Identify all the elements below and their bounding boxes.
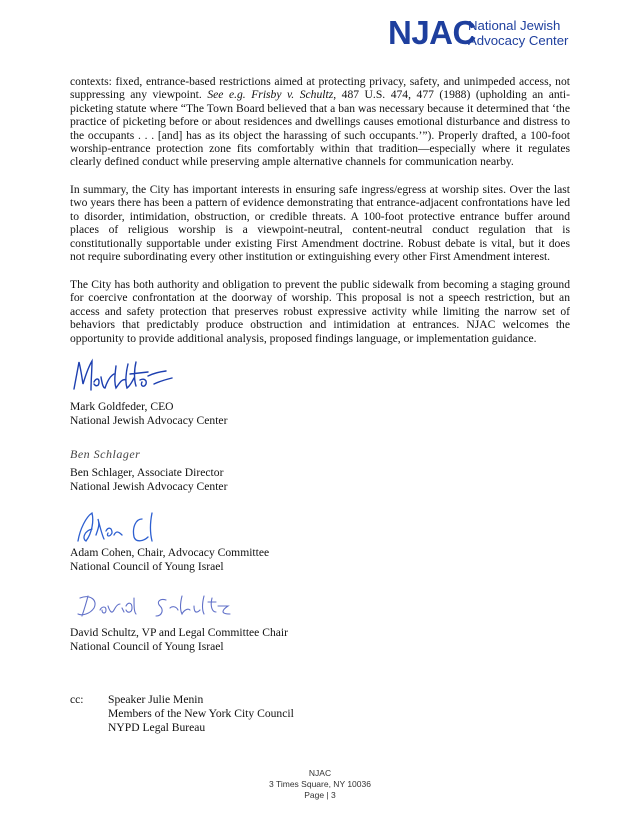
paragraph-summary: In summary, the City has important interests in ensuring safe ingress/egress at worship sites. Over the last two years there has been a pattern of evidence demonstrating that entrance-adjacent confrontations have led to disorder, intimidation, obstruction, or credible threats. A 100-foot protective entrance buffer around places of religious worship is a viewpoint-neutral, content-neutral conduct regulation that is constitutionally supportable under existing First Amendment doctrine. Robust debate is vital, but it does not require subordinating every other institution or extinguishing every other First Amendment interest.: [70, 183, 570, 264]
signature-adam-cohen: [70, 505, 170, 547]
signer-1-title: Mark Goldfeder, CEO: [70, 400, 174, 413]
signer-4-title: David Schultz, VP and Legal Committee Chair: [70, 626, 288, 639]
p1-text-a: contexts: fixed, entrance-based restrictions aimed at protecting privacy, safety, and unimpeded access, not suppressing any viewpoint.: [70, 75, 570, 102]
logo-wordmark: NJAC: [388, 14, 476, 51]
footer-org: NJAC: [308, 768, 332, 778]
signature-david-schultz: [70, 588, 240, 622]
signer-2-title: Ben Schlager, Associate Director: [70, 466, 224, 479]
cc-recipient: Speaker Julie Menin: [108, 693, 204, 706]
cc-recipient-list: [108, 693, 294, 735]
signer-4-org: National Council of Young Israel: [70, 640, 224, 653]
footer-page-number: Page | 3: [304, 790, 336, 800]
p1-text-c: , 487 U.S. 474, 477 (1988) (upholding an anti-picketing statute where “The Town Board believed that a ban was necessary because it determined that ‘the practice of picketing before or about residences and dwellings causes emotional disturbance and distress to the occupants . . . [and] has as its object the harassing of such occupants.’”). Properly drafted, a 100-foot worship-entrance protection zone fits comfortably within that tradition—especially where it regulates clearly defined conduct while preserving ample alternative channels for communication nearby.: [70, 88, 570, 169]
njac-logo: [388, 14, 593, 52]
signature-ben-schlager: Ben Schlager: [70, 447, 141, 461]
cc-label: cc:: [70, 693, 84, 706]
paragraph-conclusion: The City has both authority and obligation to prevent the public sidewalk from becoming a staging ground for coercive confrontation at the doorway of worship. This proposal is not a speech restriction, but an access and safety protection that preserves robust expressive activity while limiting the narrow set of behaviors that predictably produce obstruction and intimidation at entrances. NJAC welcomes the opportunity to provide additional analysis, proposed findings language, or implementation guidance.: [70, 278, 570, 345]
footer-address: 3 Times Square, NY 10036: [269, 779, 371, 789]
signature-mark-goldfeder: [70, 356, 180, 396]
logo-org-line2: Advocacy Center: [468, 33, 569, 48]
p1-citation: See e.g. Frisby v. Schultz: [207, 88, 334, 102]
cc-recipient: NYPD Legal Bureau: [108, 721, 206, 734]
page-footer: [0, 768, 640, 801]
logo-org-line1: National Jewish: [468, 18, 561, 33]
logo-org-name: [468, 18, 568, 48]
cc-recipient: Members of the New York City Council: [108, 707, 294, 720]
signer-1-org: National Jewish Advocacy Center: [70, 414, 228, 427]
paragraph-precedent: [70, 75, 570, 169]
signer-3-org: National Council of Young Israel: [70, 560, 224, 573]
signer-2-org: National Jewish Advocacy Center: [70, 480, 228, 493]
signer-3-title: Adam Cohen, Chair, Advocacy Committee: [70, 546, 270, 559]
